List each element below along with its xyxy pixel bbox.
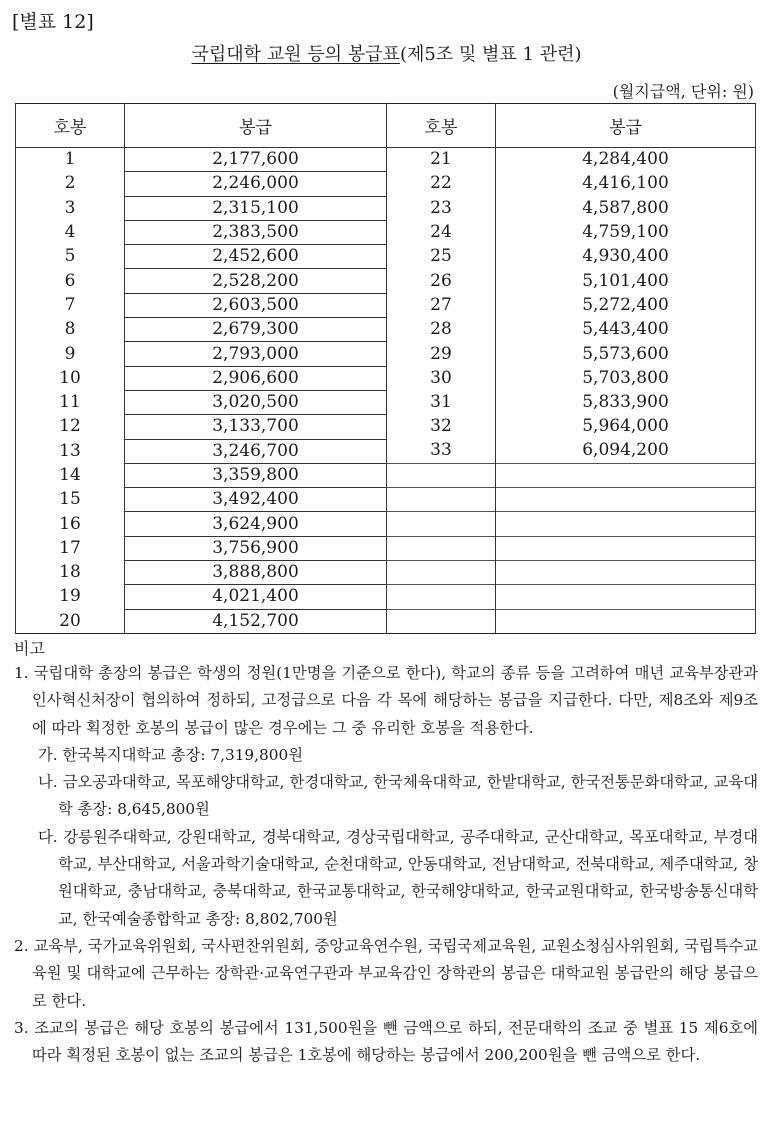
- step-cell: 25: [387, 245, 496, 269]
- table-row: [16, 415, 756, 439]
- step-cell: 14: [16, 463, 125, 487]
- pay-cell: 3,359,800: [125, 463, 387, 487]
- salary-table-body: [16, 148, 756, 634]
- step-cell: 4: [16, 220, 125, 244]
- step-cell: 24: [387, 220, 496, 244]
- pay-cell: 3,624,900: [125, 512, 387, 536]
- remarks-list: [14, 660, 758, 1069]
- table-row: [16, 512, 756, 536]
- step-cell: 29: [387, 342, 496, 366]
- pay-cell: 3,246,700: [125, 439, 387, 463]
- step-cell: 27: [387, 293, 496, 317]
- empty-cell: [496, 512, 756, 536]
- header-pay-left: 봉급: [125, 104, 387, 148]
- pay-cell: 4,021,400: [125, 585, 387, 609]
- pay-cell: 3,492,400: [125, 488, 387, 512]
- empty-cell: [387, 512, 496, 536]
- title-main: 국립대학 교원 등의 봉급표: [191, 44, 400, 65]
- empty-cell: [387, 609, 496, 633]
- title-reference: (제5조 및 별표 1 관련): [399, 44, 582, 65]
- pay-cell: 5,964,000: [496, 415, 756, 439]
- remark-item: 3. 조교의 봉급은 해당 호봉의 봉급에서 131,500원을 뺀 금액으로 하되, 전문대학의 조교 중 별표 15 제6호에 따라 획정된 호봉이 없는 조교의 봉급은 1호봉에 해당하는 봉급에서 200,200원을 뺀 금액으로 한다.: [14, 1018, 758, 1065]
- step-cell: 18: [16, 561, 125, 585]
- remark-item: 2. 교육부, 국가교육위원회, 국사편찬위원회, 중앙교육연수원, 국립국제교육원, 교원소청심사위원회, 국립특수교육원 및 대학교에 근무하는 장학관·교육연구관과 부교육감인 장학관의 봉급은 대학교원 봉급란의 해당 봉급으로 한다.: [14, 936, 758, 1010]
- step-cell: 23: [387, 196, 496, 220]
- step-cell: 16: [16, 512, 125, 536]
- step-cell: 5: [16, 245, 125, 269]
- table-row: [16, 148, 756, 172]
- table-row: [16, 196, 756, 220]
- step-cell: 13: [16, 439, 125, 463]
- pay-cell: 5,833,900: [496, 390, 756, 414]
- step-cell: 28: [387, 318, 496, 342]
- pay-cell: 3,756,900: [125, 536, 387, 560]
- remark-subitem: 다. 강릉원주대학교, 강원대학교, 경북대학교, 경상국립대학교, 공주대학교, 군산대학교, 목포대학교, 부경대학교, 부산대학교, 서울과학기술대학교, 순천대학교, 안동대학교, 전남대학교, 전북대학교, 제주대학교, 창원대학교, 충남대학교, 충북대학교, 한국교통대학교, 한국해양대학교, 한국교원대학교, 한국방송통신대학교, 한국예술종합학교 총장: 8,802,700원: [38, 827, 758, 928]
- empty-cell: [387, 463, 496, 487]
- step-cell: 2: [16, 172, 125, 196]
- step-cell: 21: [387, 148, 496, 172]
- empty-cell: [387, 561, 496, 585]
- table-row: [16, 366, 756, 390]
- table-row: [16, 269, 756, 293]
- table-row: [16, 585, 756, 609]
- pay-cell: 4,152,700: [125, 609, 387, 633]
- step-cell: 3: [16, 196, 125, 220]
- pay-cell: 2,906,600: [125, 366, 387, 390]
- step-cell: 31: [387, 390, 496, 414]
- pay-cell: 3,020,500: [125, 390, 387, 414]
- remark-subitem: 가. 한국복지대학교 총장: 7,319,800원: [38, 745, 304, 764]
- header-step-right: 호봉: [387, 104, 496, 148]
- pay-cell: 2,383,500: [125, 220, 387, 244]
- step-cell: 9: [16, 342, 125, 366]
- document-title: [0, 40, 773, 66]
- step-cell: 30: [387, 366, 496, 390]
- empty-cell: [387, 585, 496, 609]
- step-cell: 19: [16, 585, 125, 609]
- pay-cell: 6,094,200: [496, 439, 756, 463]
- table-row: [16, 342, 756, 366]
- remarks-heading: 비고: [14, 639, 45, 658]
- header-pay-right: 봉급: [496, 104, 756, 148]
- step-cell: 11: [16, 390, 125, 414]
- table-row: [16, 245, 756, 269]
- pay-cell: 2,528,200: [125, 269, 387, 293]
- pay-cell: 5,443,400: [496, 318, 756, 342]
- empty-cell: [387, 536, 496, 560]
- empty-cell: [496, 585, 756, 609]
- pay-cell: 5,272,400: [496, 293, 756, 317]
- table-row: [16, 488, 756, 512]
- pay-cell: 4,284,400: [496, 148, 756, 172]
- empty-cell: [496, 609, 756, 633]
- pay-cell: 3,133,700: [125, 415, 387, 439]
- table-row: [16, 220, 756, 244]
- pay-cell: 2,679,300: [125, 318, 387, 342]
- step-cell: 20: [16, 609, 125, 633]
- pay-cell: 2,603,500: [125, 293, 387, 317]
- empty-cell: [496, 463, 756, 487]
- empty-cell: [496, 536, 756, 560]
- pay-cell: 2,246,000: [125, 172, 387, 196]
- pay-cell: 4,930,400: [496, 245, 756, 269]
- pay-cell: 2,315,100: [125, 196, 387, 220]
- step-cell: 17: [16, 536, 125, 560]
- step-cell: 12: [16, 415, 125, 439]
- step-cell: 32: [387, 415, 496, 439]
- salary-table: [15, 103, 756, 634]
- pay-cell: 3,888,800: [125, 561, 387, 585]
- pay-cell: 2,177,600: [125, 148, 387, 172]
- pay-cell: 4,759,100: [496, 220, 756, 244]
- step-cell: 8: [16, 318, 125, 342]
- pay-cell: 4,587,800: [496, 196, 756, 220]
- step-cell: 1: [16, 148, 125, 172]
- step-cell: 15: [16, 488, 125, 512]
- unit-note: (월지급액, 단위: 원): [612, 82, 754, 101]
- step-cell: 22: [387, 172, 496, 196]
- table-row: [16, 439, 756, 463]
- pay-cell: 5,703,800: [496, 366, 756, 390]
- table-row: [16, 390, 756, 414]
- pay-cell: 5,101,400: [496, 269, 756, 293]
- remark-item: 1. 국립대학 총장의 봉급은 학생의 정원(1만명을 기준으로 한다), 학교의 종류 등을 고려하여 매년 교육부장관과 인사혁신처장이 협의하여 정하되, 고정급으로 다음 각 목에 해당하는 봉급을 지급한다. 다만, 제8조와 제9조에 따라 획정한 호봉의 봉급이 많은 경우에는 그 중 유리한 호봉을 적용한다.: [14, 664, 758, 737]
- empty-cell: [496, 561, 756, 585]
- attachment-label: [별표 12]: [12, 11, 94, 33]
- step-cell: 10: [16, 366, 125, 390]
- step-cell: 7: [16, 293, 125, 317]
- pay-cell: 2,793,000: [125, 342, 387, 366]
- table-row: [16, 609, 756, 633]
- empty-cell: [496, 488, 756, 512]
- pay-cell: 5,573,600: [496, 342, 756, 366]
- header-step-left: 호봉: [16, 104, 125, 148]
- table-row: [16, 293, 756, 317]
- table-row: [16, 561, 756, 585]
- table-row: [16, 536, 756, 560]
- table-row: [16, 463, 756, 487]
- step-cell: 6: [16, 269, 125, 293]
- step-cell: 26: [387, 269, 496, 293]
- pay-cell: 2,452,600: [125, 245, 387, 269]
- empty-cell: [387, 488, 496, 512]
- table-row: [16, 172, 756, 196]
- table-header-row: [16, 104, 756, 148]
- remark-subitem: 나. 금오공과대학교, 목포해양대학교, 한경대학교, 한국체육대학교, 한밭대학교, 한국전통문화대학교, 교육대학 총장: 8,645,800원: [38, 773, 758, 819]
- step-cell: 33: [387, 439, 496, 463]
- table-row: [16, 318, 756, 342]
- pay-cell: 4,416,100: [496, 172, 756, 196]
